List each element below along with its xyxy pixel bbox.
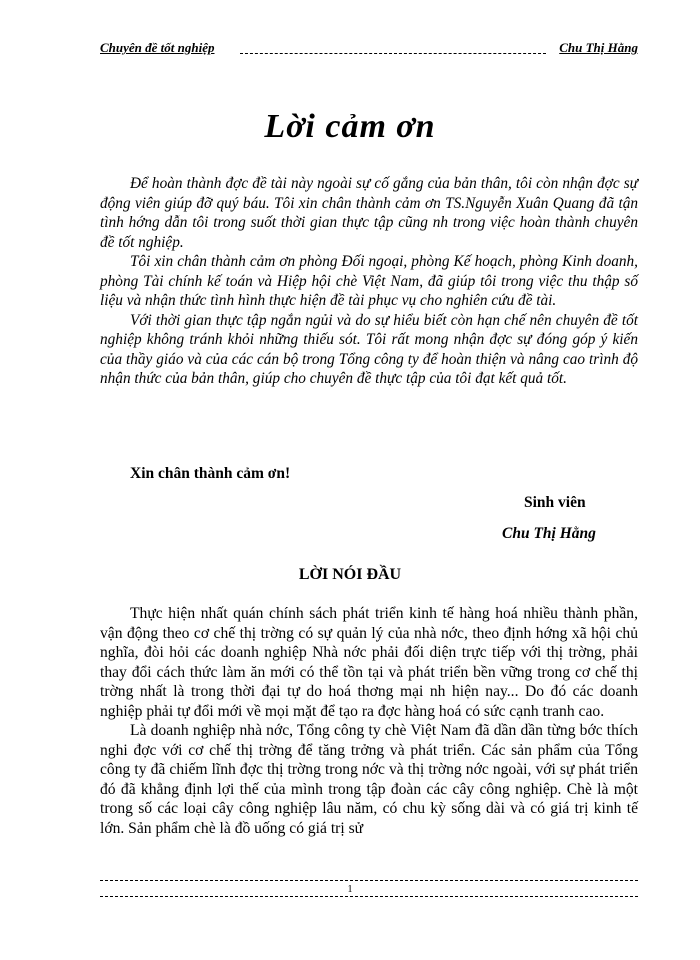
header-right-text: Chu Thị Hằng (559, 40, 638, 55)
page-header (100, 40, 638, 60)
intro-heading: LỜI NÓI ĐẦU (298, 566, 402, 583)
intro-paragraph: Là doanh nghiệp nhà nớc, Tổng công ty chè Việt Nam đã dần dần từng bớc thích nghi đợc với cơ chế thị trờng để tăng trởng và phát triển. Các sản phẩm của Tổng công ty đã chiếm lĩnh đợc thị trờng trong nớc và thị trờng nớc ngoài, với sự phát triển đó đã khẳng định lợi thế của mình trong tập đoàn các cây công nghiệp. Chè là một trong số các loại cây công nghiệp lâu năm, có chu kỳ sống dài và có giá trị kinh tế lớn. Sản phẩm chè là đồ uống có giá trị sử (100, 722, 638, 837)
footer-divider (100, 880, 638, 881)
thanks-closing: Xin chân thành cảm ơn! (130, 465, 291, 482)
thanks-body (100, 174, 638, 389)
intro-paragraph: Thực hiện nhất quán chính sách phát triển kinh tế hàng hoá nhiều thành phần, vận động theo cơ chế thị trờng có sự quản lý của nhà nớc, theo định hớng xã hội chủ nghĩa, đòi hỏi các doanh nghiệp Nhà nớc phải đối diện trực tiếp với thị trờng, phải thay đổi cách thức làm ăn mới có thể tồn tại và phát triển bền vững trong cơ chế thị trờng nhất là trong thời đại tự do hoá thơng mại nh hiện nay... Do đó các doanh nghiệp phải tự đổi mới về mọi mặt để tạo ra đợc hàng hoá có sức cạnh tranh cao. (100, 605, 638, 720)
thanks-paragraph: Để hoàn thành đợc đề tài này ngoài sự cố gắng của bản thân, tôi còn nhận đợc sự động viên giúp đỡ quý báu. Tôi xin chân thành cảm ơn TS.Nguyễn Xuân Quang đã tận tình hớng dẫn tôi trong suốt thời gian thực tập cũng nh trong việc hoàn thành chuyên đề tốt nghiệp. (100, 175, 638, 251)
header-left-text: Chuyên đề tốt nghiệp (100, 40, 215, 55)
thanks-paragraph: Tôi xin chân thành cảm ơn phòng Đối ngoại, phòng Kế hoạch, phòng Kinh doanh, phòng Tài chính kế toán và Hiệp hội chè Việt Nam, đã giúp tôi trong việc thu thập số liệu và nhận thức tình hình thực hiện đề tài phục vụ cho nghiên cứu đề tài. (100, 253, 638, 309)
signature-name: Chu Thị Hằng (502, 525, 596, 542)
thanks-title: Lời cảm ơn (264, 108, 436, 145)
intro-body (100, 604, 638, 838)
thanks-paragraph: Với thời gian thực tập ngắn ngủi và do sự hiểu biết còn hạn chế nên chuyên đề tốt nghiệp không tránh khỏi những thiếu sót. Tôi rất mong nhận đợc sự đóng góp ý kiến của thầy giáo và của các cán bộ trong Tổng công ty để hoàn thiện và nâng cao trình độ nhận thức của bản thân, giúp cho chuyên đề thực tập của tôi đạt kết quả tốt. (100, 311, 638, 387)
footer-divider-bottom (100, 896, 638, 897)
page-number: 1 (347, 884, 353, 895)
header-divider (240, 53, 546, 54)
signature-role: Sinh viên (524, 494, 586, 511)
